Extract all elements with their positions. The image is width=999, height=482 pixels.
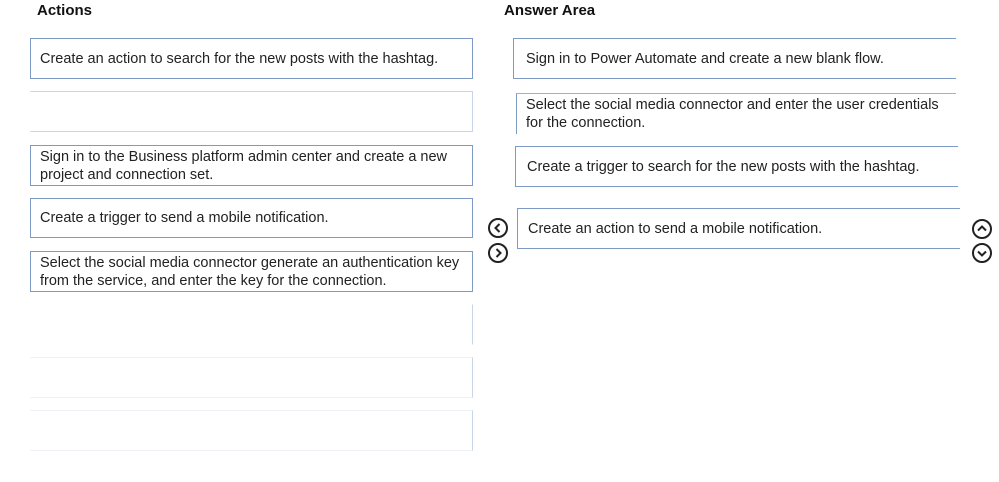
action-item-empty[interactable] xyxy=(30,357,473,398)
move-left-button[interactable] xyxy=(488,218,508,238)
answer-item[interactable] xyxy=(515,146,958,187)
answer-area-heading: Answer Area xyxy=(504,2,596,19)
action-item[interactable] xyxy=(30,38,473,79)
answer-item[interactable] xyxy=(517,208,960,249)
answer-item-label: Create an action to send a mobile notification. xyxy=(528,220,823,237)
action-item-label: Create a trigger to send a mobile notification. xyxy=(40,210,329,226)
answer-item[interactable] xyxy=(513,38,956,79)
action-item[interactable] xyxy=(30,251,473,292)
action-item[interactable] xyxy=(30,145,473,186)
chevron-right-icon xyxy=(492,247,504,259)
action-item-label: Select the social media connector generate an authentication key from the service, and enter the key for the connection. xyxy=(40,254,460,289)
move-up-button[interactable] xyxy=(972,219,992,239)
chevron-left-icon xyxy=(492,222,504,234)
action-item-empty[interactable] xyxy=(30,91,473,132)
answer-item-label: Select the social media connector and enter the user credentials for the connection. xyxy=(526,97,939,131)
action-item-empty[interactable] xyxy=(30,410,473,451)
answer-item[interactable] xyxy=(516,93,956,134)
action-item-label: Sign in to the Business platform admin center and create a new project and connection set. xyxy=(40,148,448,183)
chevron-up-icon xyxy=(976,223,988,235)
action-item[interactable] xyxy=(30,198,473,238)
action-item-empty[interactable] xyxy=(30,304,473,345)
answer-item-label: Create a trigger to search for the new posts with the hashtag. xyxy=(527,158,920,175)
answer-item-label: Sign in to Power Automate and create a new blank flow. xyxy=(526,50,884,67)
actions-heading: Actions xyxy=(37,2,93,19)
chevron-down-icon xyxy=(976,247,988,259)
action-item-label: Create an action to search for the new posts with the hashtag. xyxy=(40,50,439,67)
move-down-button[interactable] xyxy=(972,243,992,263)
move-right-button[interactable] xyxy=(488,243,508,263)
